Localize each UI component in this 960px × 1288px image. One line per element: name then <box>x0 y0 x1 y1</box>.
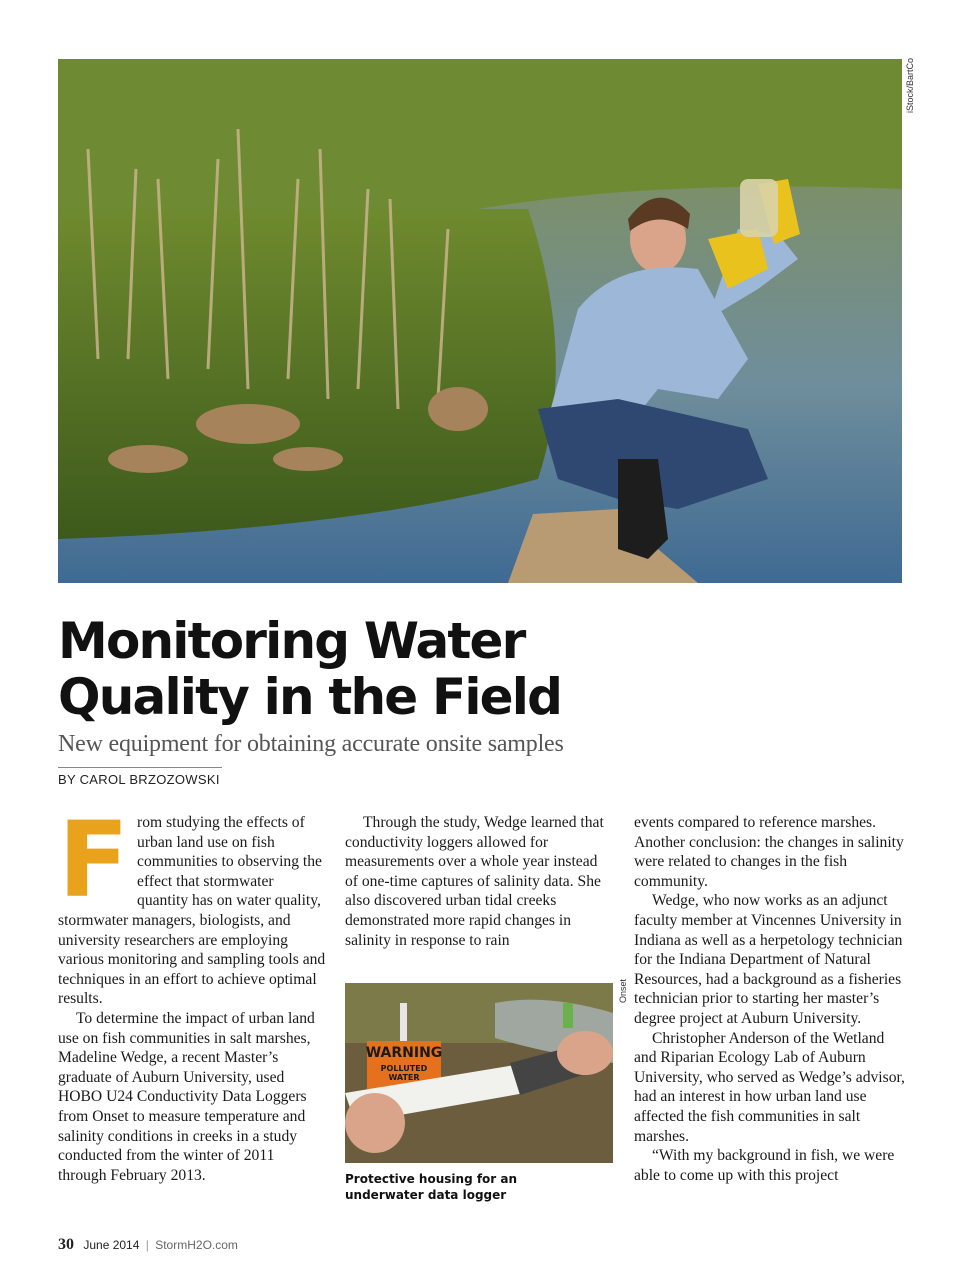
hero-photo-credit: iStock/BartCo <box>905 57 915 113</box>
figure-caption: Protective housing for an underwater data logger <box>345 1172 518 1202</box>
paragraph: events compared to reference marshes. Another conclusion: the changes in salinity were related to changes in the fish community. <box>634 814 904 890</box>
article-byline: BY CAROL BRZOZOWSKI <box>58 772 220 787</box>
paragraph-text: rom studying the effects of urban land use on fish communities to observing the effect that stormwater quantity has on water quality, stormwater managers, biologists, and university researchers are employing various monitoring and sampling tools and techniques in an effort to achieve optimal results. <box>58 814 326 1008</box>
figure-illustration <box>345 983 613 1163</box>
sign-title: WARNING <box>365 1045 443 1061</box>
issue-date: June 2014 <box>83 1238 140 1252</box>
figure-photo-credit: Onset <box>618 978 628 1003</box>
article-title-line1: Monitoring Water <box>58 612 525 670</box>
article-deck: New equipment for obtaining accurate onsite samples <box>58 731 564 757</box>
byline-rule <box>58 767 222 768</box>
drop-cap: F <box>58 799 130 921</box>
paragraph: “With my background in fish, we were able to come up with this project <box>634 1147 895 1184</box>
site-name: StormH2O.com <box>155 1238 238 1252</box>
article-column-1 <box>58 799 326 1185</box>
paragraph: To determine the impact of urban land use on fish communities in salt marshes, Madeline Wedge, a recent Master’s graduate of Auburn University, used HOBO U24 Conductivity Data Loggers from Onset to measure temperature and salinity conditions in creeks in a study conducted from the winter of 2011 through February 2013. <box>58 1009 315 1184</box>
article-column-3 <box>634 813 906 1185</box>
footer-separator: | <box>145 1238 149 1252</box>
paragraph: Christopher Anderson of the Wetland and Riparian Ecology Lab of Auburn University, who served as Wedge’s advisor, had an interest in how urban land use affected the fish communities in salt marshes. <box>634 1029 905 1145</box>
page-footer <box>58 1236 238 1254</box>
hero-photo <box>58 59 902 583</box>
figure-photo <box>345 983 613 1163</box>
sign-line-1: POLLUTED <box>380 1064 428 1073</box>
article-title <box>58 613 758 725</box>
hero-illustration <box>58 59 902 583</box>
paragraph <box>58 799 326 1009</box>
article-column-2 <box>345 813 613 950</box>
paragraph: Wedge, who now works as an adjunct faculty member at Vincennes University in Indiana as well as a herpetology technician for the Indiana Department of Natural Resources, had a background as a fisheries technician prior to starting her master’s degree project at Auburn University. <box>634 892 903 1027</box>
article-title-line2: Quality in the Field <box>58 668 562 726</box>
page-number: 30 <box>58 1236 74 1253</box>
paragraph: Through the study, Wedge learned that conductivity loggers allowed for measurements over a whole year instead of one-time captures of salinity data. She also discovered urban tidal creeks demonstrated more rapid changes in salinity in response to rain <box>345 814 604 949</box>
sign-line-2: WATER <box>388 1073 420 1082</box>
